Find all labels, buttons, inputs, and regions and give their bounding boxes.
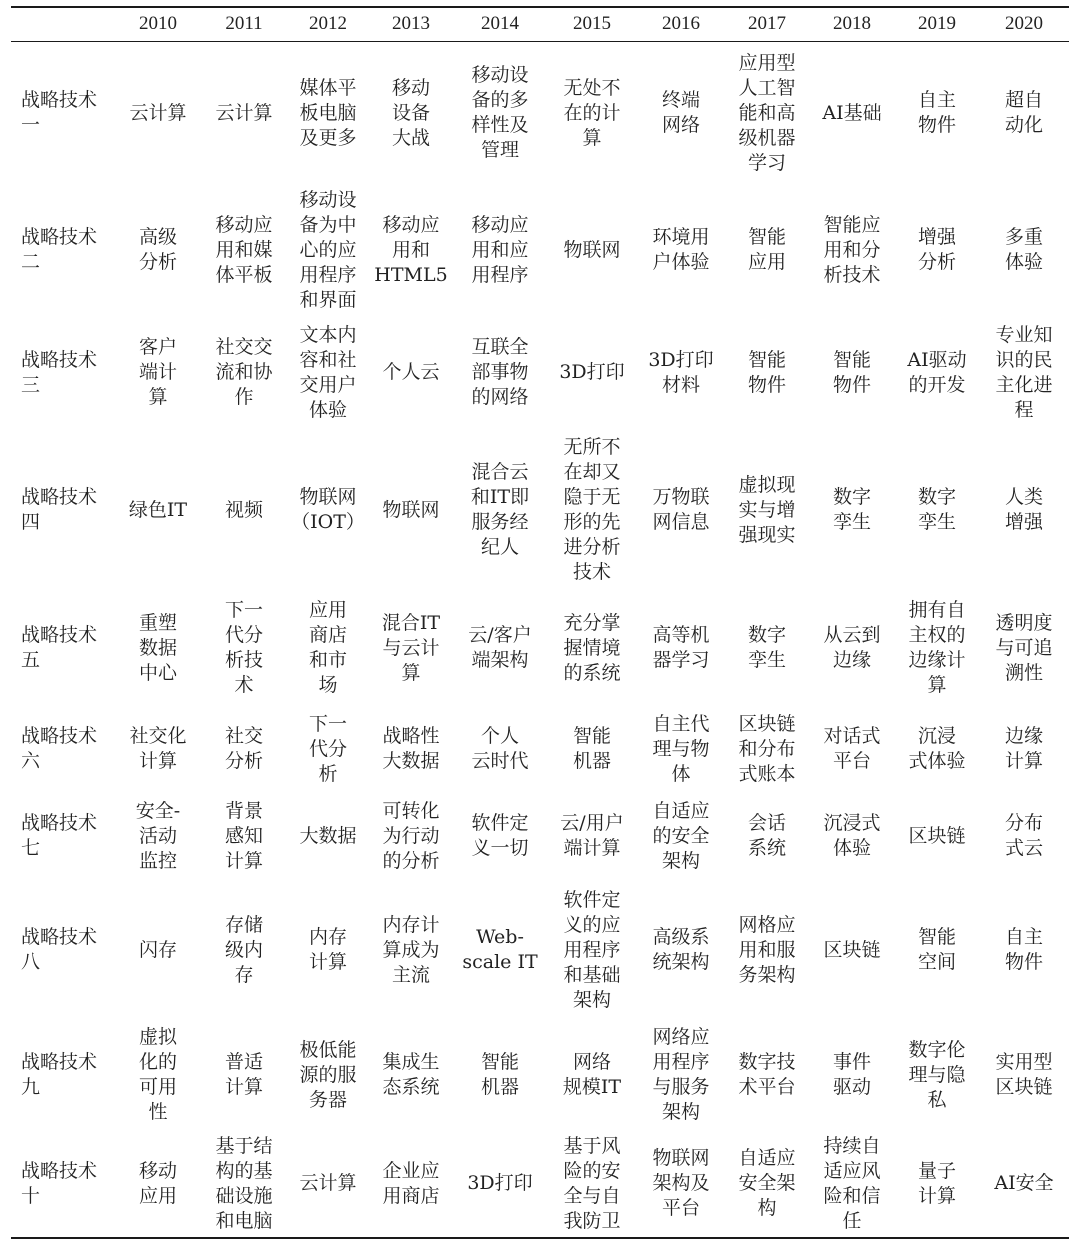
table-cell (979, 706, 1069, 792)
cell-text: 移动 应用 (138, 1159, 177, 1207)
cell-text: 软件定 义的应 用程序 和基础 架构 (563, 888, 621, 1011)
table-cell (725, 706, 809, 792)
table-cell (637, 792, 725, 880)
table-cell (637, 41, 725, 185)
cell-text: 社交交 流和协 作 (215, 336, 273, 408)
table-cell (809, 430, 895, 590)
cell-text: 内存 计算 (308, 926, 347, 973)
table-cell (115, 880, 201, 1020)
table-cell (637, 185, 725, 315)
table-cell (979, 590, 1069, 706)
table-cell (895, 880, 979, 1020)
cell-text: 云计算 (299, 1172, 357, 1194)
table-cell (369, 880, 453, 1020)
cell-text: 可转化 为行动 的分析 (382, 799, 440, 872)
cell-text: 绿色IT (128, 498, 188, 521)
year-header: 2015 (573, 13, 611, 35)
table-row (11, 590, 1069, 706)
cell-text: 高级 分析 (138, 226, 177, 273)
year-header: 2016 (662, 13, 700, 35)
cell-text: 会话 系统 (747, 812, 786, 859)
cell-text: 物联网 (382, 498, 440, 521)
cell-text: 3D打印 材料 (648, 348, 714, 396)
year-header: 2014 (481, 13, 519, 35)
cell-text: 混合云 和IT即 服务经 纪人 (470, 461, 530, 558)
table-cell (547, 185, 637, 315)
table-row (11, 706, 1069, 792)
table-cell (287, 880, 369, 1020)
row-label-cell (11, 315, 115, 430)
strategic-tech-table (11, 6, 1069, 1239)
cell-text: 区块链 (823, 938, 881, 961)
cell-text: 高级系 统架构 (652, 926, 710, 973)
table-cell (287, 792, 369, 880)
cell-text: 移动 设备 大战 (391, 76, 430, 149)
table-cell (809, 1130, 895, 1238)
cell-text: 自主 物件 (917, 89, 956, 137)
table-cell (369, 430, 453, 590)
row-label: 战略技术 一 (21, 89, 98, 137)
cell-text: 区块链 和分布 式账本 (738, 712, 796, 785)
cell-text: 集成生 态系统 (382, 1051, 440, 1098)
cell-text: 智能 空间 (917, 926, 956, 973)
table-cell (201, 880, 287, 1020)
table-cell (547, 315, 637, 430)
table-cell (369, 792, 453, 880)
cell-text: 实用型 区块链 (995, 1051, 1053, 1098)
table-cell (115, 590, 201, 706)
cell-text: 移动应 用和媒 体平板 (215, 213, 273, 286)
table-cell (895, 590, 979, 706)
row-label: 战略技术 五 (21, 624, 98, 671)
year-header: 2013 (392, 13, 430, 35)
cell-text: 基于结 构的基 础设施 和电脑 (215, 1134, 273, 1232)
cell-text: 网络 规模IT (562, 1051, 622, 1098)
cell-text: 3D打印 (559, 361, 625, 383)
cell-text: 区块链 (908, 824, 966, 847)
table-cell (637, 590, 725, 706)
table-cell (547, 706, 637, 792)
table-cell (201, 1130, 287, 1238)
cell-text: 软件定 义一切 (471, 812, 529, 859)
year-header: 2011 (225, 13, 263, 35)
table-row (11, 41, 1069, 185)
cell-text: 云/用户 端计算 (560, 812, 624, 859)
cell-text: 极低能 源的服 务器 (299, 1038, 357, 1111)
table-cell (547, 1130, 637, 1238)
cell-text: 自适应 的安全 架构 (652, 799, 710, 872)
cell-text: Web- scale IT (462, 926, 538, 973)
table-cell (287, 1130, 369, 1238)
header-row (11, 7, 1069, 41)
cell-text: 下一 代分 析 (308, 712, 347, 785)
table-cell (369, 1020, 453, 1130)
cell-text: 移动应 用和 HTML5 (374, 213, 448, 286)
cell-text: 数字 孪生 (747, 624, 786, 671)
cell-text: 网格应 用和服 务架构 (738, 913, 796, 986)
cell-text: 无处不 在的计 算 (563, 76, 621, 149)
table-cell (895, 430, 979, 590)
table-cell (725, 880, 809, 1020)
table-row (11, 430, 1069, 590)
row-label-cell (11, 880, 115, 1020)
cell-text: 基于风 险的安 全与自 我防卫 (563, 1134, 621, 1232)
cell-text: 物联网 架构及 平台 (652, 1147, 710, 1219)
table-cell (725, 41, 809, 185)
cell-text: 充分掌 握情境 的系统 (563, 611, 621, 684)
cell-text: 背景 感知 计算 (224, 799, 263, 872)
table-cell (725, 590, 809, 706)
cell-text: 多重 体验 (1004, 226, 1043, 273)
cell-text: 安全- 活动 监控 (135, 799, 181, 872)
cell-text: 智能 物件 (747, 348, 786, 396)
table-cell (287, 590, 369, 706)
row-label: 战略技术 二 (21, 226, 98, 273)
table-cell (725, 430, 809, 590)
table-cell (115, 315, 201, 430)
cell-text: 量子 计算 (917, 1159, 956, 1207)
table-cell (201, 315, 287, 430)
table-cell (637, 1020, 725, 1130)
table-cell (547, 792, 637, 880)
table-cell (287, 315, 369, 430)
table-cell (979, 1130, 1069, 1238)
table-cell (979, 430, 1069, 590)
table-cell (725, 315, 809, 430)
table-cell (287, 41, 369, 185)
cell-text: 数字 孪生 (917, 486, 956, 533)
row-label: 战略技术 八 (21, 926, 98, 973)
cell-text: 视频 (224, 498, 263, 521)
table-cell (979, 792, 1069, 880)
table-cell (201, 1020, 287, 1130)
cell-text: 智能 机器 (480, 1051, 519, 1098)
row-label: 战略技术 六 (21, 725, 98, 772)
cell-text: 透明度 与可追 溯性 (995, 611, 1053, 684)
cell-text: 移动设 备为中 心的应 用程序 和界面 (299, 188, 357, 311)
table-cell (369, 1130, 453, 1238)
table-row (11, 880, 1069, 1020)
table-cell (115, 41, 201, 185)
cell-text: 闪存 (138, 938, 177, 961)
table-cell (115, 706, 201, 792)
table-cell (201, 185, 287, 315)
cell-text: 终端 网络 (661, 89, 700, 137)
table-cell (809, 792, 895, 880)
table-cell (369, 590, 453, 706)
cell-text: 环境用 户体验 (652, 226, 710, 273)
table-cell (201, 706, 287, 792)
cell-text: 自适应 安全架 构 (738, 1147, 796, 1219)
cell-text: 无所不 在却又 隐于无 形的先 进分析 技术 (563, 436, 621, 583)
table-cell (287, 706, 369, 792)
cell-text: 云/客户 端架构 (468, 624, 532, 671)
cell-text: 社交化 计算 (129, 725, 187, 772)
year-header: 2012 (309, 13, 347, 35)
table-cell (453, 792, 547, 880)
cell-text: 虚拟 化的 可用 性 (138, 1026, 177, 1123)
table-cell (287, 1020, 369, 1130)
cell-text: 自主代 理与物 体 (652, 712, 710, 785)
row-label-cell (11, 185, 115, 315)
table-cell (453, 430, 547, 590)
table-cell (809, 185, 895, 315)
table-cell (547, 880, 637, 1020)
table-cell (809, 41, 895, 185)
cell-text: 3D打印 (467, 1172, 533, 1194)
table-cell (895, 706, 979, 792)
table-cell (369, 185, 453, 315)
cell-text: 增强 分析 (917, 226, 956, 273)
year-header: 2010 (139, 13, 177, 35)
table-cell (453, 590, 547, 706)
cell-text: 个人云 (382, 361, 440, 383)
table-row (11, 1130, 1069, 1238)
table-cell (115, 185, 201, 315)
year-header: 2017 (748, 13, 786, 35)
row-label: 战略技术 九 (21, 1051, 98, 1098)
cell-text: 数字技 术平台 (738, 1051, 796, 1098)
table-cell (809, 590, 895, 706)
cell-text: 沉浸式 体验 (823, 812, 881, 859)
row-label-cell (11, 706, 115, 792)
table-cell (369, 706, 453, 792)
table-cell (809, 315, 895, 430)
row-label-cell (11, 590, 115, 706)
cell-text: 事件 驱动 (832, 1051, 871, 1098)
table-cell (725, 1020, 809, 1130)
table-cell (637, 880, 725, 1020)
table-cell (979, 880, 1069, 1020)
cell-text: 移动应 用和应 用程序 (471, 213, 529, 286)
table-cell (201, 590, 287, 706)
cell-text: 战略性 大数据 (382, 725, 440, 772)
table-cell (547, 41, 637, 185)
cell-text: 普适 计算 (224, 1051, 263, 1098)
cell-text: 智能 物件 (832, 348, 871, 396)
cell-text: 智能 应用 (747, 226, 786, 273)
table-cell (725, 185, 809, 315)
cell-text: 人类 增强 (1004, 486, 1043, 533)
table-cell (201, 792, 287, 880)
row-label: 战略技术 七 (21, 812, 98, 859)
table-cell (453, 706, 547, 792)
cell-text: 个人 云时代 (471, 725, 529, 772)
cell-text: 数字 孪生 (832, 486, 871, 533)
cell-text: AI驱动 的开发 (907, 348, 967, 396)
table-cell (453, 880, 547, 1020)
cell-text: 存储 级内 存 (224, 913, 263, 986)
table-cell (809, 1020, 895, 1130)
cell-text: 超自 动化 (1004, 89, 1043, 137)
year-header: 2019 (918, 13, 956, 35)
cell-text: 混合IT 与云计 算 (381, 611, 441, 684)
table-cell (547, 590, 637, 706)
table-cell (979, 1020, 1069, 1130)
strategic-tech-table-container (11, 6, 1069, 1239)
table-cell (287, 430, 369, 590)
table-cell (895, 41, 979, 185)
cell-text: 企业应 用商店 (382, 1159, 440, 1207)
cell-text: 大数据 (299, 824, 357, 847)
table-row (11, 315, 1069, 430)
table-cell (115, 430, 201, 590)
table-cell (453, 185, 547, 315)
cell-text: 重塑 数据 中心 (138, 611, 177, 684)
row-label-cell (11, 1130, 115, 1238)
corner-cell (11, 7, 115, 41)
table-cell (453, 1130, 547, 1238)
table-cell (979, 315, 1069, 430)
table-row (11, 792, 1069, 880)
cell-text: 应用型 人工智 能和高 级机器 学习 (738, 51, 796, 174)
table-cell (895, 185, 979, 315)
cell-text: 对话式 平台 (823, 725, 881, 772)
table-cell (809, 880, 895, 1020)
table-row (11, 1020, 1069, 1130)
row-label-cell (11, 430, 115, 590)
cell-text: 数字伦 理与隐 私 (908, 1038, 966, 1111)
table-cell (637, 706, 725, 792)
table-cell (115, 1130, 201, 1238)
cell-text: 应用 商店 和市 场 (308, 599, 347, 696)
table-cell (809, 706, 895, 792)
table-cell (453, 315, 547, 430)
cell-text: 自主 物件 (1004, 926, 1043, 973)
table-cell (115, 792, 201, 880)
cell-text: 云计算 (215, 101, 273, 124)
row-label: 战略技术 四 (21, 486, 98, 533)
cell-text: 万物联 网信息 (652, 486, 710, 533)
table-cell (637, 1130, 725, 1238)
cell-text: 沉浸 式体验 (908, 725, 966, 772)
table-cell (979, 185, 1069, 315)
cell-text: 拥有自 主权的 边缘计 算 (908, 599, 966, 696)
cell-text: 智能应 用和分 析技术 (823, 213, 881, 286)
table-cell (979, 41, 1069, 185)
table-cell (725, 792, 809, 880)
cell-text: 智能 机器 (572, 725, 611, 772)
table-cell (201, 41, 287, 185)
cell-text: 虚拟现 实与增 强现实 (738, 473, 796, 546)
year-header: 2018 (833, 13, 871, 35)
row-label-cell (11, 792, 115, 880)
cell-text: 文本内 容和社 交用户 体验 (299, 323, 357, 421)
cell-text: 从云到 边缘 (823, 624, 881, 671)
cell-text: 社交 分析 (224, 725, 263, 772)
cell-text: AI安全 (994, 1172, 1054, 1194)
table-cell (369, 41, 453, 185)
row-label: 战略技术 十 (21, 1159, 98, 1207)
table-cell (453, 1020, 547, 1130)
row-label-cell (11, 41, 115, 185)
cell-text: 分布 式云 (1004, 812, 1043, 859)
table-cell (895, 315, 979, 430)
row-label: 战略技术 三 (21, 348, 98, 396)
cell-text: 云计算 (129, 101, 187, 124)
table-row (11, 185, 1069, 315)
table-cell (895, 1130, 979, 1238)
cell-text: 内存计 算成为 主流 (382, 913, 440, 986)
cell-text: 客户 端计 算 (138, 336, 177, 408)
cell-text: 高等机 器学习 (652, 624, 710, 671)
cell-text: 媒体平 板电脑 及更多 (299, 76, 357, 149)
cell-text: 专业知 识的民 主化进 程 (995, 323, 1053, 421)
table-cell (201, 430, 287, 590)
table-cell (895, 792, 979, 880)
table-cell (547, 1020, 637, 1130)
cell-text: 持续自 适应风 险和信 任 (823, 1134, 881, 1232)
table-cell (895, 1020, 979, 1130)
table-cell (453, 41, 547, 185)
cell-text: 移动设 备的多 样性及 管理 (471, 64, 529, 162)
table-cell (547, 430, 637, 590)
cell-text: 物联网 (563, 238, 621, 261)
table-cell (287, 185, 369, 315)
cell-text: 互联全 部事物 的网络 (471, 336, 529, 408)
table-cell (637, 430, 725, 590)
row-label-cell (11, 1020, 115, 1130)
table-cell (369, 315, 453, 430)
cell-text: 网络应 用程序 与服务 架构 (652, 1026, 710, 1123)
table-cell (725, 1130, 809, 1238)
cell-text: 下一 代分 析技 术 (224, 599, 263, 696)
year-header: 2020 (1005, 13, 1043, 35)
cell-text: AI基础 (822, 101, 882, 124)
table-cell (637, 315, 725, 430)
table-cell (115, 1020, 201, 1130)
cell-text: 物联网 （IOT） (291, 486, 365, 533)
cell-text: 边缘 计算 (1004, 725, 1043, 772)
